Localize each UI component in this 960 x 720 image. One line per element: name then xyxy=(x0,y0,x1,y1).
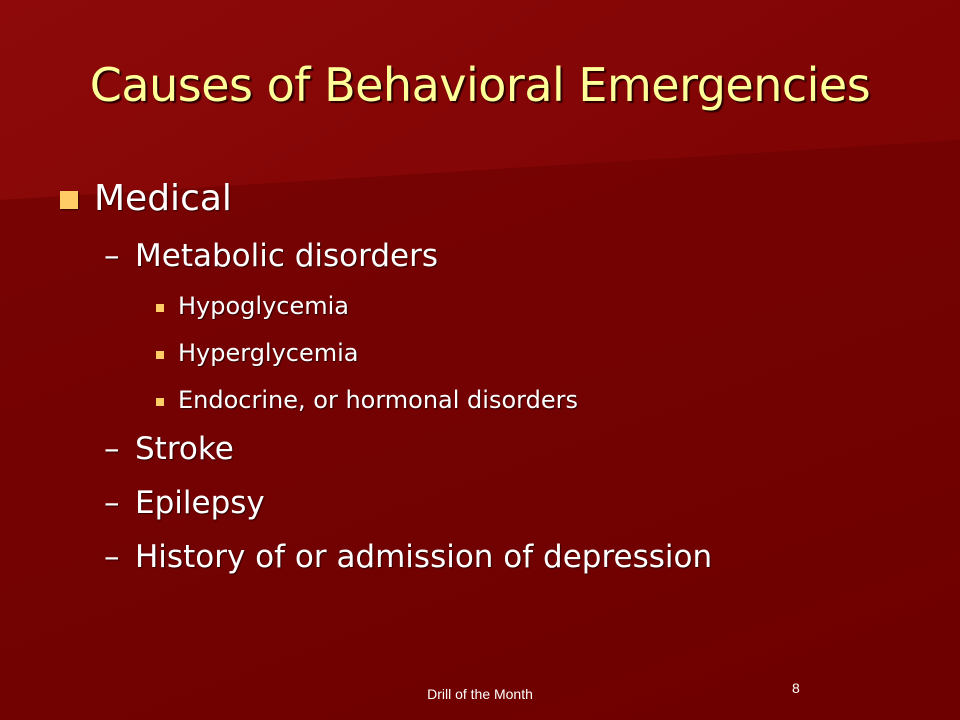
dash-bullet: – xyxy=(104,539,120,575)
bullet-metabolic-disorders: Metabolic disorders xyxy=(135,238,438,274)
bullet-stroke: Stroke xyxy=(135,431,234,467)
bullet-medical: Medical xyxy=(94,178,232,219)
slide-title: Causes of Behavioral Emergencies xyxy=(89,58,871,112)
dash-bullet: – xyxy=(104,238,120,274)
small-square-bullet-icon xyxy=(156,304,164,312)
small-square-bullet-icon xyxy=(156,398,164,406)
square-bullet-icon xyxy=(60,191,78,209)
bullet-history-of-depression: History of or admission of depression xyxy=(135,539,713,575)
slide-number: 8 xyxy=(792,680,800,696)
dash-bullet: – xyxy=(104,485,120,521)
bullet-endocrine-disorders: Endocrine, or hormonal disorders xyxy=(178,386,578,414)
bullet-epilepsy: Epilepsy xyxy=(135,485,265,521)
slide-footer: Drill of the Month xyxy=(427,686,533,702)
dash-bullet: – xyxy=(104,431,120,467)
small-square-bullet-icon xyxy=(156,351,164,359)
bullet-hypoglycemia: Hypoglycemia xyxy=(178,292,349,320)
bullet-hyperglycemia: Hyperglycemia xyxy=(178,339,359,367)
